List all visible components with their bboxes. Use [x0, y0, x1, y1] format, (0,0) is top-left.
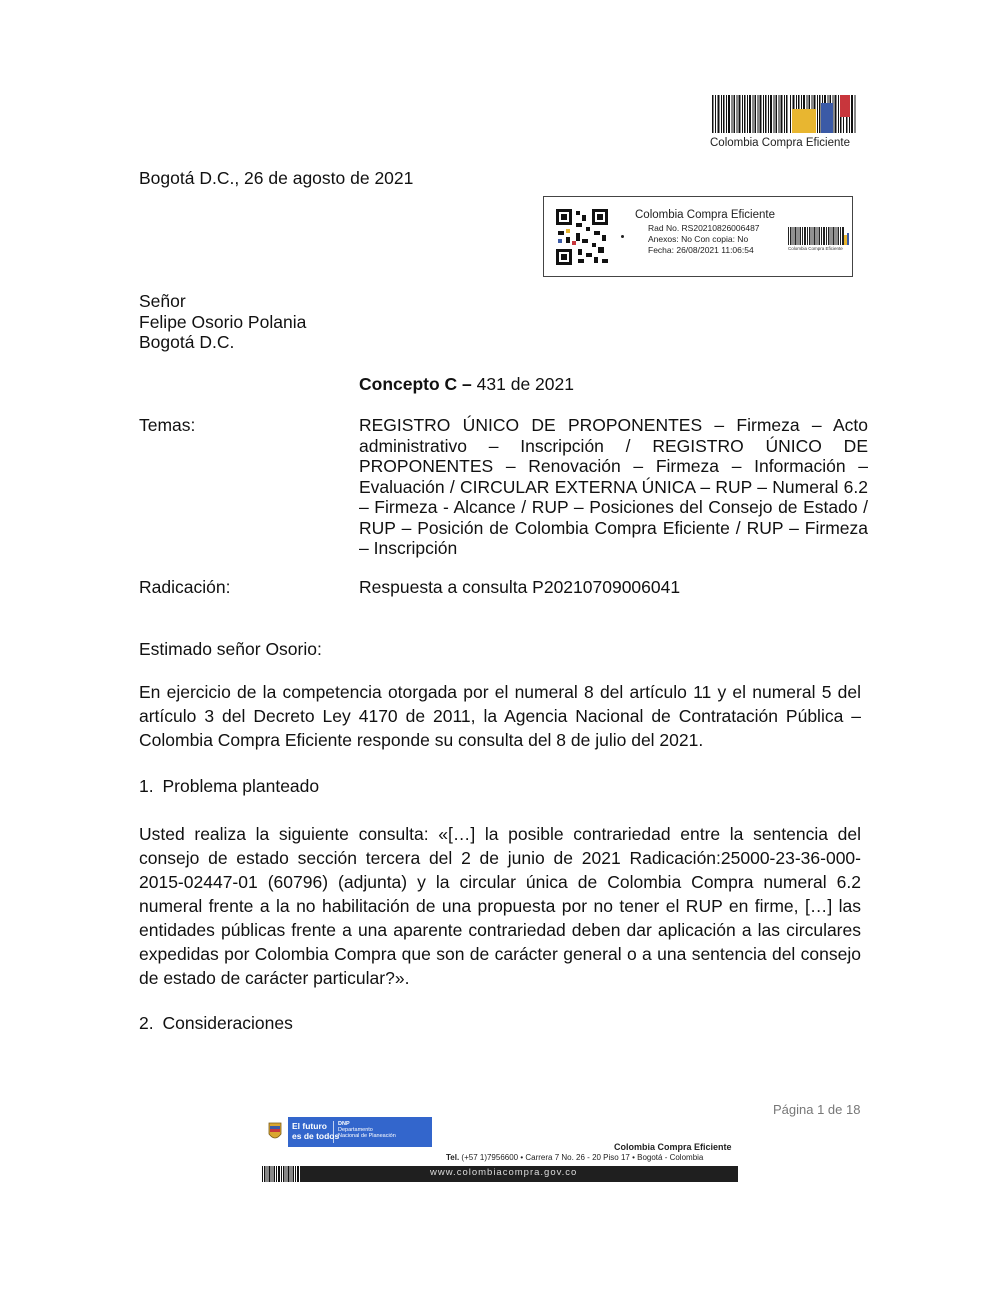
government-badge	[262, 1117, 432, 1147]
section-1-number: 1.	[139, 776, 154, 796]
dnp-line-2: Departamento	[338, 1127, 373, 1134]
stamp-rad-number: Rad No. RS20210826006487	[648, 223, 760, 233]
badge-slogan-line-1: El futuro	[292, 1121, 327, 1131]
stamp-barcode-caption: Colombia Compra Eficiente	[788, 246, 843, 251]
section-2-heading	[139, 1013, 293, 1034]
concept-label: Concepto C –	[359, 374, 472, 394]
filing-stamp	[543, 196, 853, 277]
stamp-title: Colombia Compra Eficiente	[635, 209, 775, 221]
concept-heading	[359, 374, 574, 395]
section-1-title: Problema planteado	[162, 776, 320, 796]
intro-paragraph: En ejercicio de la competencia otorgada por el numeral 8 del artículo 11 y el numeral 5 del artículo 3 del Decreto Ley 4170 de 2011, la Agencia Nacional de Contratación Pública – Colombia Compra Eficiente responde su consulta del 8 de julio del 2021.	[139, 682, 861, 750]
radicacion-label: Radicación:	[139, 577, 231, 597]
badge-slogan	[292, 1122, 339, 1141]
stamp-barcode-icon	[788, 227, 850, 247]
dnp-acronym: DNP	[338, 1121, 350, 1127]
stamp-fecha: Fecha: 26/08/2021 11:06:54	[648, 245, 754, 255]
concept-number: 431 de 2021	[471, 374, 574, 394]
dnp-label	[338, 1121, 396, 1140]
recipient-city: Bogotá D.C.	[139, 332, 235, 352]
footer-contact	[446, 1153, 703, 1162]
section-2-title: Consideraciones	[162, 1013, 293, 1033]
footer-contact-details: (+57 1)7956600 • Carrera 7 No. 26 - 20 Piso 17 • Bogotá - Colombia	[459, 1153, 704, 1162]
radicacion-text: Respuesta a consulta P20210709006041	[359, 577, 681, 597]
recipient-salutation: Señor	[139, 291, 186, 311]
recipient-name: Felipe Osorio Polania	[139, 312, 307, 332]
footer-tel-label: Tel.	[446, 1153, 460, 1162]
temas-text: REGISTRO ÚNICO DE PROPONENTES – Firmeza – Acto administrativo – Inscripción / REGISTRO ÚNICO DE PROPONENTES – Renovación – Firmeza – Información – Evaluación / CIRCULAR EXTERNA ÚNICA – RUP – Numeral 6.2 – Firmeza - Alcance / RUP – Posiciones del Consejo de Estado / RUP – Posición de Colombia Compra Eficiente / RUP – Firmeza – Inscripción	[359, 415, 868, 558]
qr-code-icon	[554, 207, 610, 267]
barcode-logo-icon	[710, 93, 860, 137]
greeting: Estimado señor Osorio:	[139, 639, 322, 659]
badge-slogan-line-2: es de todos	[292, 1130, 340, 1141]
logo-caption: Colombia Compra Eficiente	[710, 137, 850, 149]
footer-barcode-icon	[262, 1166, 300, 1182]
section-1-heading	[139, 776, 319, 797]
date-line: Bogotá D.C., 26 de agosto de 2021	[139, 168, 414, 188]
dnp-line-3: Nacional de Planeación	[338, 1133, 396, 1140]
stamp-anexos: Anexos: No Con copia: No	[648, 234, 749, 244]
temas-label: Temas:	[139, 415, 196, 435]
footer-organization: Colombia Compra Eficiente	[614, 1142, 732, 1152]
page-number: Página 1 de 18	[773, 1102, 861, 1117]
stamp-dot	[621, 235, 624, 238]
section-1-body: Usted realiza la siguiente consulta: «[…] la posible contrariedad entre la sentencia del consejo de estado sección tercera del 2 de junio de 2021 Radicación:25000-23-36-000-2015-02447-01 (60796) (adjunta) y la circular única de Colombia Compra numeral 6.2 numeral frente a la no habilitación de una propuesta por no tener el RUP en firme, […] las entidades públicas frente a una aparente contrariedad deben dar aplicación a las circulares expedidas por Colombia Compra que son de carácter general o a una sentencia del consejo de estado de carácter particular?».	[139, 824, 861, 988]
footer-url[interactable]: www.colombiacompra.gov.co	[430, 1167, 578, 1178]
section-2-number: 2.	[139, 1013, 154, 1033]
